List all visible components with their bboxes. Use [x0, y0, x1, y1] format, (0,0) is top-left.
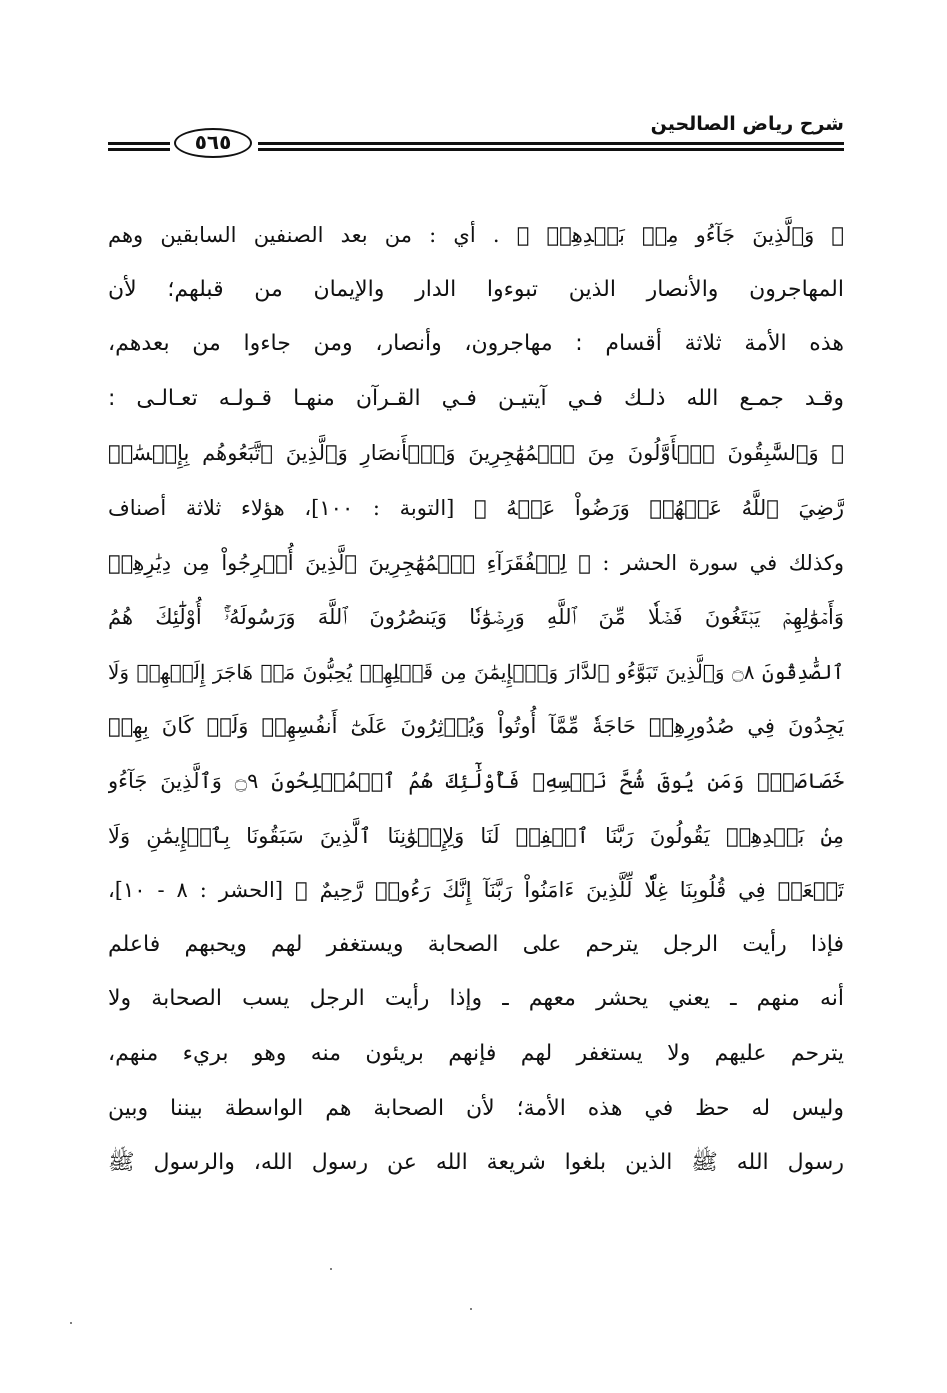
text-line-7: وكذلك في سورة الحشر : ﴿ لِلۡفُقَرَآءِ ٱلۡمُهَٰجِرِينَ ٱلَّذِينَ أُخۡرِجُواْ مِن دِيَٰرِهِمۡ: [108, 550, 844, 575]
scan-speck: [470, 1308, 472, 1310]
text-line-17: وليس له حظ في هذه الأمة؛ لأن الصحابة هم الواسطة بيننا وبين: [108, 1095, 844, 1121]
text-line-16: يترحم عليهم ولا يستغفر لهم فإنهم بريئون منه وهو بريء منهم،: [108, 1040, 844, 1066]
text-line-18: رسول الله ﷺ الذين بلغوا شريعة الله عن رسول الله، والرسول ﷺ: [108, 1150, 844, 1176]
text-line-15: أنه منهم ـ يعني يحشر معهم ـ وإذا رأيت الرجل يسب الصحابة ولا: [108, 986, 844, 1012]
text-line-14: فإذا رأيت الرجل يترحم على الصحابة ويستغفر لهم ويحبهم فاعلم: [108, 931, 844, 957]
text-line-1: ﴿ وَٱلَّذِينَ جَآءُو مِنۢ بَعۡدِهِمۡ ﴾ . أي : من بعد الصنفين السابقين وهم: [108, 223, 844, 247]
scan-speck: [70, 1322, 72, 1324]
scan-speck: [330, 1268, 332, 1270]
text-line-6: رَّضِيَ ٱللَّهُ عَنۡهُمۡ وَرَضُواْ عَنۡهُ ﴾ [التوبة : ١٠٠]، هؤلاء ثلاثة أصناف: [108, 495, 844, 520]
text-line-13: تَجۡعَلۡ فِي قُلُوبِنَا غِلّٗا لِّلَّذِينَ ءَامَنُواْ رَبَّنَآ إِنَّكَ رَءُوفٞ رَّحِيمٌ ﴾ [الحشر : ٨ - ١٠]،: [108, 878, 844, 903]
text-line-11: خَصَاصَةٞۚ وَمَن يُوقَ شُحَّ نَفۡسِهِۦ فَأُوْلَٰٓئِكَ هُمُ ٱلۡمُفۡلِحُونَ ۝٩ وَٱلَّذِينَ جَآءُو: [108, 768, 844, 793]
page-body: [108, 208, 844, 1191]
text-line-5: ﴿ وَٱلسَّٰبِقُونَ ٱلۡأَوَّلُونَ مِنَ ٱلۡمُهَٰجِرِينَ وَٱلۡأَنصَارِ وَٱلَّذِينَ ٱتَّبَعُوهُم بِإِحۡسَٰنٖ: [108, 441, 844, 466]
book-title: شرح رياض الصالحين: [650, 113, 844, 135]
text-line-4: وقـد جمـع الله ذلـك فـي آيتيـن فـي القـرآن منهـا قـولـه تعـالـى :: [108, 385, 844, 411]
text-line-9: ٱلصَّٰدِقُونَ ۝٨ وَٱلَّذِينَ تَبَوَّءُو ٱلدَّارَ وَٱلۡإِيمَٰنَ مِن قَبۡلِهِمۡ يُحِبُّونَ مَنۡ هَاجَرَ إِلَيۡهِمۡ وَلَا: [108, 659, 844, 684]
header-rule-left-top: [108, 142, 170, 145]
text-line-3: هذه الأمة ثلاثة أقسام : مهاجرون، وأنصار، ومن جاءوا من بعدهم،: [108, 331, 844, 357]
page-header: [108, 112, 844, 172]
text-line-12: مِنۢ بَعۡدِهِمۡ يَقُولُونَ رَبَّنَا ٱغۡفِرۡ لَنَا وَلِإِخۡوَٰنِنَا ٱلَّذِينَ سَبَقُونَا بِٱلۡإِيمَٰنِ وَلَا: [108, 823, 844, 848]
text-line-2: المهاجرون والأنصار الذين تبوءوا الدار والإيمان من قبلهم؛ لأن: [108, 276, 844, 302]
text-line-8: وَأَمۡوَٰلِهِمۡ يَبۡتَغُونَ فَضۡلٗا مِّنَ ٱللَّهِ وَرِضۡوَٰنٗا وَيَنصُرُونَ ٱللَّهَ وَرَسُولَهُۥٓۚ أُوْلَٰٓئِكَ هُمُ: [108, 605, 844, 630]
header-rule-right-bottom: [258, 148, 844, 151]
header-rule-left-bottom: [108, 148, 170, 151]
header-rule-right-top: [258, 142, 844, 145]
page-number: ٥٦٥: [174, 128, 252, 158]
text-line-10: يَجِدُونَ فِي صُدُورِهِمۡ حَاجَةٗ مِّمَّآ أُوتُواْ وَيُؤۡثِرُونَ عَلَىٰٓ أَنفُسِهِمۡ وَلَوۡ كَانَ بِهِمۡ: [108, 714, 844, 739]
